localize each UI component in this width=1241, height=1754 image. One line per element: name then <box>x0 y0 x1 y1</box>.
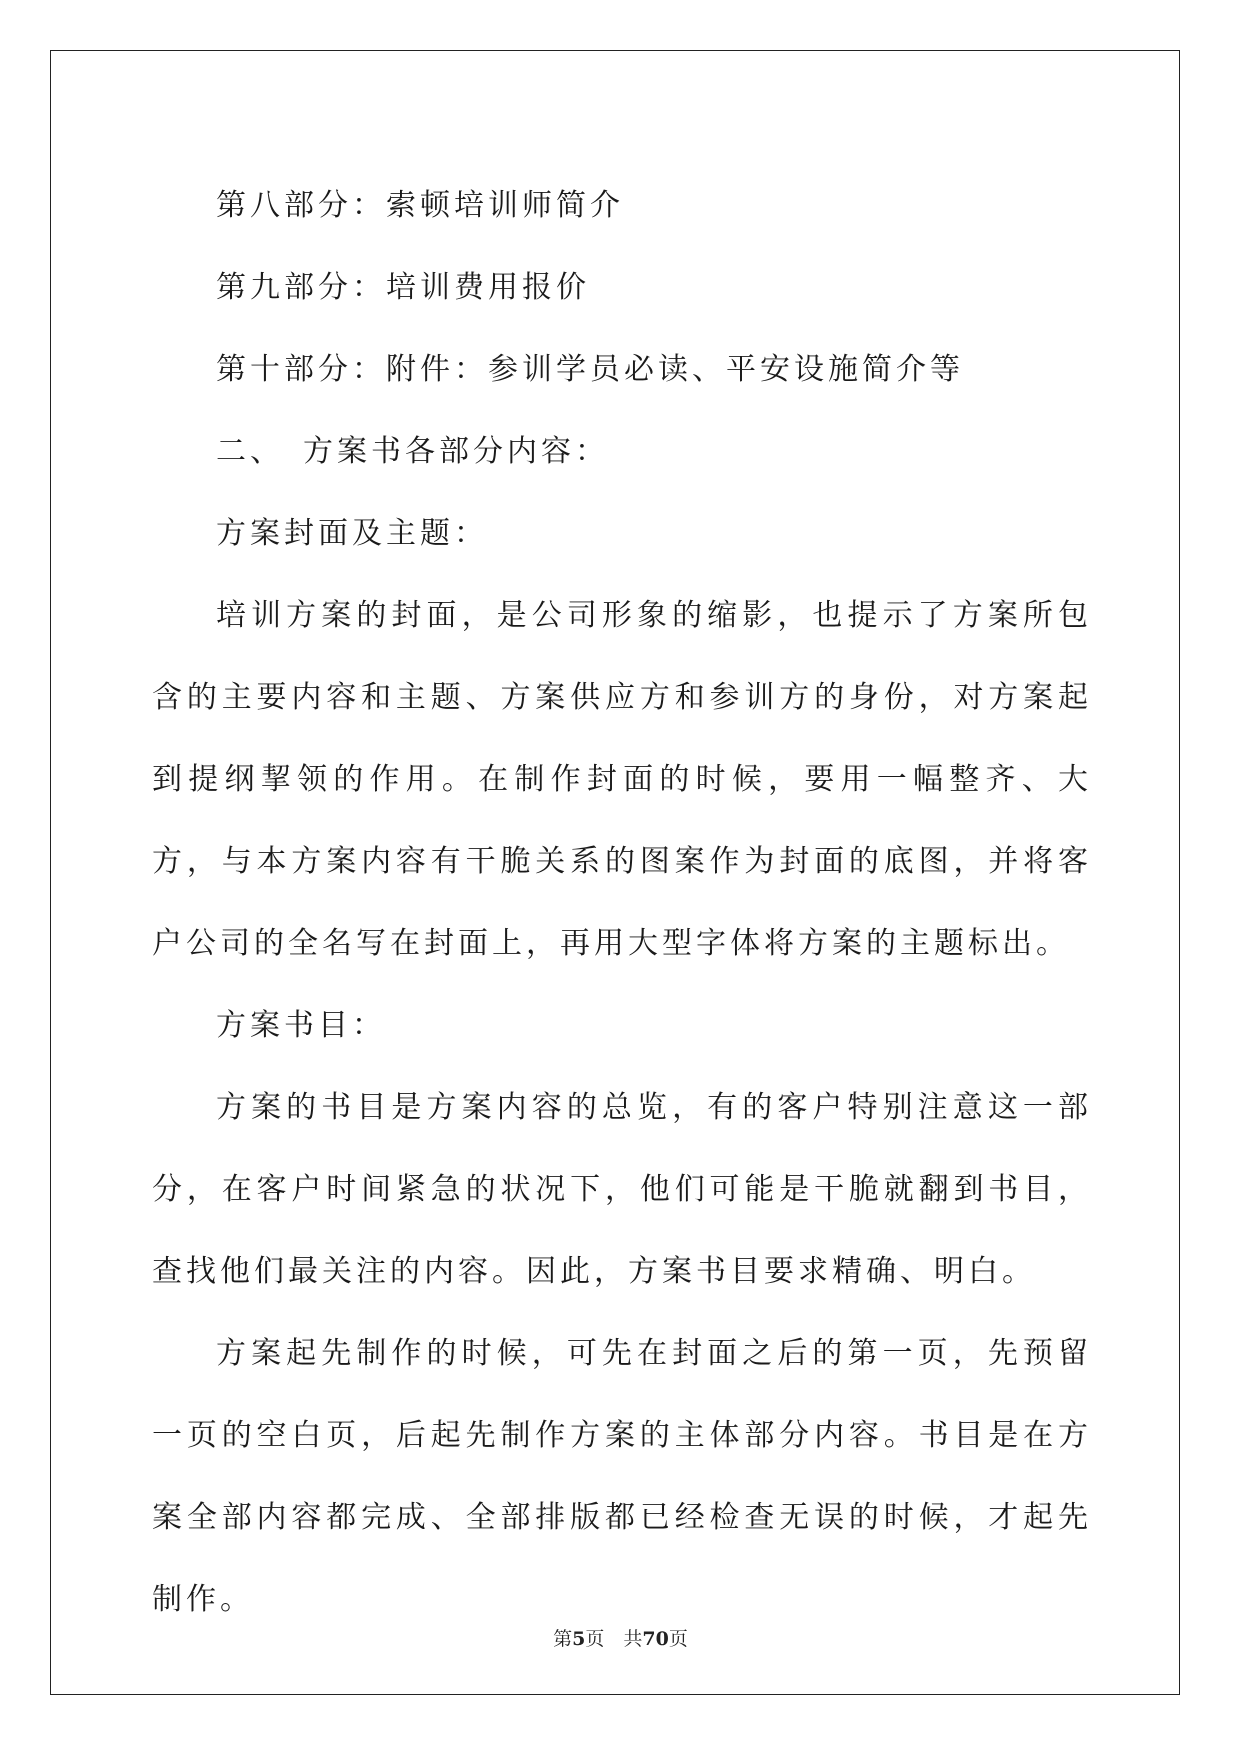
footer-page-number: 5 <box>572 1628 586 1650</box>
footer-mid: 页 共 <box>585 1628 643 1650</box>
cover-heading: 方案封面及主题： <box>216 516 488 551</box>
footer-suffix: 页 <box>668 1628 688 1650</box>
footer-total-pages: 70 <box>642 1628 669 1650</box>
outline-part-10: 第十部分：附件：参训学员必读、平安设施简介等 <box>216 352 964 387</box>
page-footer <box>0 1624 1241 1651</box>
cover-paragraph: 培训方案的封面，是公司形象的缩影，也提示了方案所包含的主要内容和主题、方案供应方和参训方的身份，对方案起到提纲挈领的作用。在制作封面的时候，要用一幅整齐、大方，与本方案内容有干脆关系的图案作为封面的底图，并将客户公司的全名写在封面上，再用大型字体将方案的主题标出。 <box>152 598 1092 961</box>
document-body <box>152 165 1092 1641</box>
section-heading-2: 二、 方案书各部分内容： <box>216 434 609 469</box>
toc-paragraph-1: 方案的书目是方案内容的总览，有的客户特别注意这一部分，在客户时间紧急的状况下，他们可能是干脆就翻到书目，查找他们最关注的内容。因此，方案书目要求精确、明白。 <box>152 1090 1092 1289</box>
toc-heading: 方案书目： <box>216 1008 386 1043</box>
toc-paragraph-2: 方案起先制作的时候，可先在封面之后的第一页，先预留一页的空白页，后起先制作方案的主体部分内容。书目是在方案全部内容都完成、全部排版都已经检查无误的时候，才起先制作。 <box>152 1336 1092 1617</box>
footer-prefix: 第 <box>553 1628 573 1650</box>
outline-part-8: 第八部分：索顿培训师简介 <box>216 188 624 223</box>
outline-part-9: 第九部分：培训费用报价 <box>216 270 590 305</box>
